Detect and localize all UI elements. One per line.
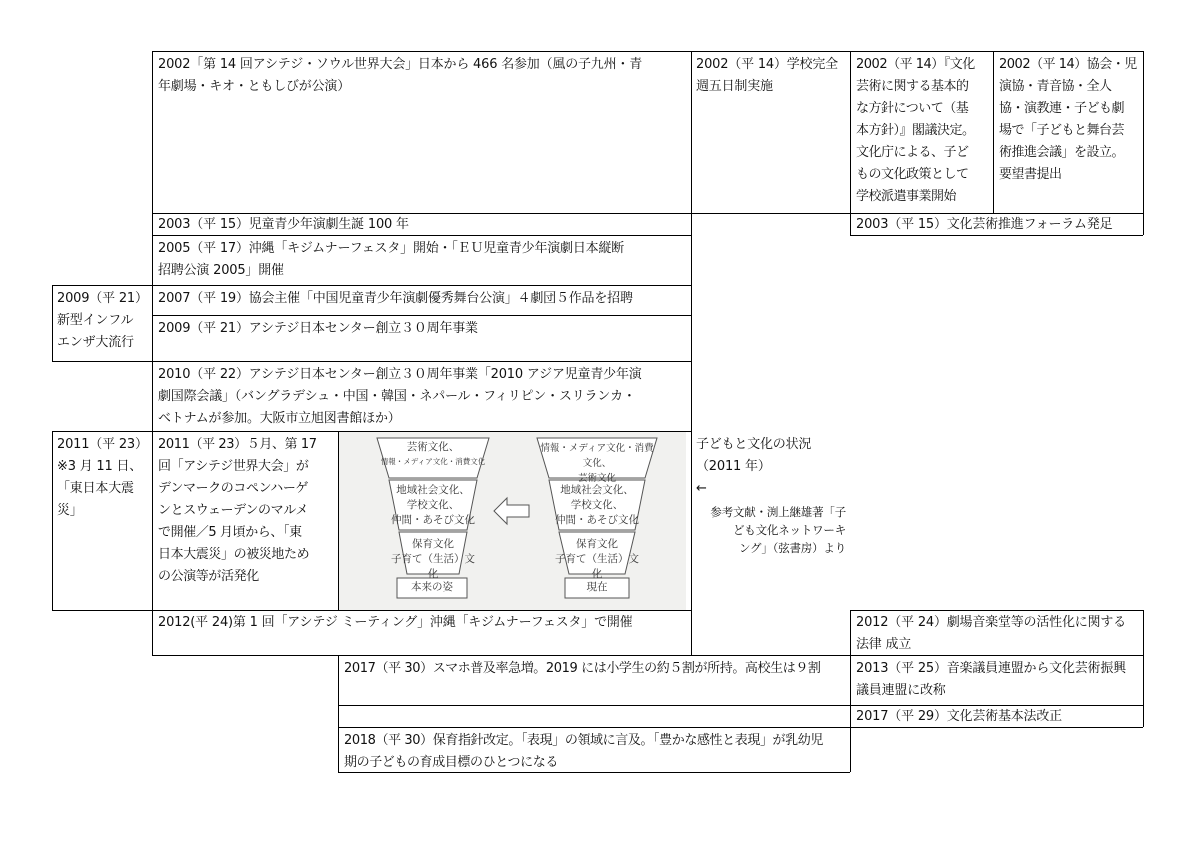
cell-2011-culture-note: 子どもと文化の状況 （2011 年） ←: [696, 437, 812, 496]
cell-2013-parliament-league: 2013（平 25）音楽議員連盟から文化芸術振興 議員連盟に改称: [856, 661, 1126, 698]
cell-2009-influenza: 2009（平 21） 新型インフル エンザ大流行: [57, 291, 148, 350]
cell-2017-smartphone: 2017（平 30）スマホ普及率急増。2019 には小学生の約５割が所持。高校生は９割: [344, 661, 821, 676]
cell-2009-asitej-30th: 2009（平 21）アシテジ日本センター創立３０周年事業: [158, 321, 478, 336]
cell-2007-china-invite: 2007（平 19）協会主催「中国児童青少年演劇優秀舞台公演」４劇団５作品を招聘: [158, 291, 633, 306]
cell-2011-asitej-congress: 2011（平 23）５月、第 17 回「アシテジ世界大会」が デンマークのコペンハーゲ ンとスウェーデンのマルメ で開催／5 月頃から、「東 日本大震災」の被災地ため の公演等が活発化: [158, 437, 317, 584]
diagram-right-level1: 情報・メディア文化・消費文化、 芸術文化: [540, 443, 654, 484]
cell-2010-asia-conference: 2010（平 22）アシテジ日本センター創立３０周年事業「2010 アジア児童青少年演 劇国際会議」（バングラデシュ・中国・韓国・ネパール・フィリピン・スリランカ・ ベトナムが参加。大阪市立旭図書館ほか）: [158, 367, 642, 426]
cell-2003-centennial: 2003（平 15）児童青少年演劇生誕 100 年: [158, 217, 409, 232]
cell-2002-asitej-seoul: 2002「第 14 回アシテジ・ソウル世界大会」日本から 466 名参加（風の子九州・青 年劇場・キオ・ともしびが公演）: [158, 57, 642, 94]
cell-2011-culture-reference: 参考文献・渕上継雄著「子 ども文化ネットワーキ ング」（弦書房）より: [710, 505, 846, 555]
diagram-right-label: 現在: [586, 581, 608, 593]
cell-2017-culture-law: 2017（平 29）文化芸術基本法改正: [856, 709, 1062, 724]
culture-funnel-diagram: [339, 432, 686, 610]
diagram-left-level2: 地域社会文化、 学校文化、 仲間・あそび文化: [391, 484, 475, 526]
diagram-right-level2: 地域社会文化、 学校文化、 仲間・あそび文化: [555, 484, 639, 526]
cell-2002-basic-policy: 2002（平 14）『文化 芸術に関する基本的 な方針について（基 本方針）』閣議決定。 文化庁による、子ど もの文化政策として 学校派遣事業開始: [856, 57, 975, 204]
cell-2002-school-five-day: 2002（平 14）学校完全 週五日制実施: [696, 57, 838, 94]
diagram-left-level1: 芸術文化、: [406, 441, 460, 453]
diagram-right-level3: 保育文化 子育て（生活）文化: [555, 538, 639, 580]
diagram-left-level3: 保育文化 子育て（生活）文化: [391, 538, 475, 580]
cell-2002-council: 2002（平 14）協会・児 演協・青音協・全人 協・演教連・子ども劇 場で「子どもと舞台芸 術推進会議」を設立。 要望書提出: [999, 57, 1137, 182]
cell-2011-earthquake: 2011（平 23） ※3 月 11 日、 「東日本大震 災」: [57, 437, 148, 518]
diagram-left-label: 本来の姿: [411, 581, 453, 593]
cell-2012-theater-law: 2012（平 24）劇場音楽堂等の活性化に関する 法律 成立: [856, 615, 1126, 652]
cell-2005-kijimuna: 2005（平 17）沖縄「キジムナーフェスタ」開始・「ＥＵ児童青少年演劇日本縦断 招聘公演 2005」開催: [158, 241, 625, 278]
cell-2012-asitej-meeting: 2012(平 24)第 1 回「アシテジ ミーティング」沖縄「キジムナーフェスタ」で開催: [158, 615, 633, 630]
cell-2003-forum: 2003（平 15）文化芸術推進フォーラム発足: [856, 217, 1113, 232]
diagram-left-level1-sub: 情報・メディア文化・消費文化: [380, 457, 486, 466]
cell-2018-childcare-guideline: 2018（平 30）保育指針改定。「表現」の領域に言及。「豊かな感性と表現」が乳幼児 期の子どもの育成目標のひとつになる: [344, 733, 823, 770]
